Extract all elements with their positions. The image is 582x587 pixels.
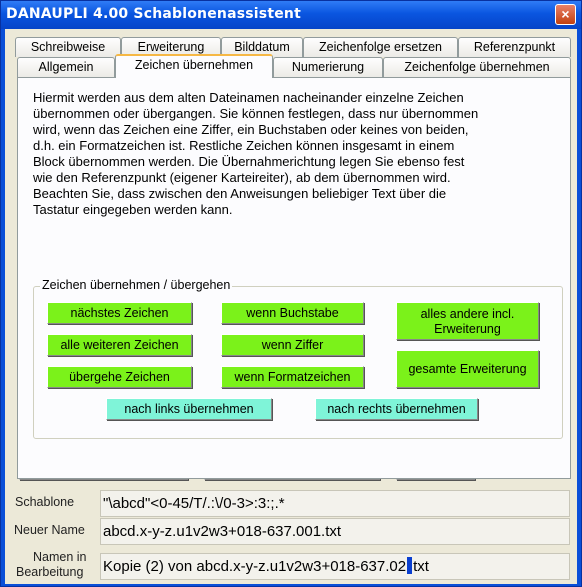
window-title: DANAUPLI 4.00 Schablonenassistent: [6, 6, 301, 22]
description-text: Hiermit werden aus dem alten Dateinamen nacheinander einzelne Zeichen übernommen oder übergangen. Sie können festlegen, dass nur übernommen wird, wenn das Zeichen eine Ziffer, ein Buchstaben oder keines von beiden, d.h. ein Formatzeichen ist. Restliche Zeichen können insgesamt in einem Block übernommen werden. Die Übernahmerichtung legen Sie ebenso fest wie den Referenzpunkt (eigener Karteireiter), ab dem übernommen wird. Beachten Sie, dass zwischen den Anweisungen beliebiger Text über die Tastatur eingegeben werden kann.: [33, 90, 479, 217]
wenn-formatzeichen-button[interactable]: wenn Formatzeichen: [221, 366, 364, 388]
bearbeitung-label-2: Bearbeitung: [16, 565, 84, 579]
alles-andere-line2: Erweiterung: [434, 322, 501, 336]
dialog-client: [5, 29, 577, 584]
wenn-ziffer-button[interactable]: wenn Ziffer: [221, 334, 364, 356]
text-caret: [407, 557, 412, 574]
nach-rechts-button[interactable]: nach rechts übernehmen: [315, 398, 478, 420]
close-button[interactable]: [555, 4, 576, 25]
tab-zeichenfolge-uebernehmen[interactable]: Zeichenfolge übernehmen: [383, 57, 571, 77]
tab-bilddatum[interactable]: Bilddatum: [221, 37, 303, 57]
uebergehe-zeichen-button[interactable]: übergehe Zeichen: [47, 366, 192, 388]
neuer-name-field: abcd.x-y-z.u1v2w3+018-637.001.txt: [100, 518, 570, 545]
alles-andere-line1: alles andere incl.: [420, 307, 515, 321]
naechstes-zeichen-button[interactable]: nächstes Zeichen: [47, 302, 192, 324]
neuer-name-label: Neuer Name: [14, 523, 85, 537]
group-legend: Zeichen übernehmen / übergehen: [42, 278, 231, 292]
bearbeitung-label-1: Namen in: [33, 550, 87, 564]
wenn-buchstabe-button[interactable]: wenn Buchstabe: [221, 302, 364, 324]
tab-zeichenfolge-ersetzen[interactable]: Zeichenfolge ersetzen: [303, 37, 458, 57]
bearbeitung-text-after: txt: [413, 558, 429, 575]
schablone-field[interactable]: "\abcd"<0-45/T/.:\/0-3>:3:;.*: [100, 490, 570, 517]
tab-allgemein[interactable]: Allgemein: [17, 57, 115, 77]
tab-panel: [17, 77, 571, 479]
tab-numerierung[interactable]: Numerierung: [273, 57, 383, 77]
close-icon: ×: [561, 6, 570, 22]
gesamte-erweiterung-button[interactable]: gesamte Erweiterung: [396, 350, 539, 388]
bearbeitung-text-before: Kopie (2) von abcd.x-y-z.u1v2w3+018-637.02: [103, 558, 407, 575]
tab-schreibweise[interactable]: Schreibweise: [15, 37, 121, 57]
tab-referenzpunkt[interactable]: Referenzpunkt: [458, 37, 571, 57]
alles-andere-button[interactable]: [396, 302, 539, 340]
alle-weiteren-zeichen-button[interactable]: alle weiteren Zeichen: [47, 334, 192, 356]
schablone-label: Schablone: [15, 495, 75, 509]
nach-links-button[interactable]: nach links übernehmen: [106, 398, 272, 420]
tab-erweiterung[interactable]: Erweiterung: [121, 37, 221, 57]
bearbeitung-field[interactable]: [100, 553, 570, 580]
zeichen-group: [33, 278, 563, 439]
tab-zeichen-uebernehmen[interactable]: Zeichen übernehmen: [115, 54, 273, 78]
title-bar[interactable]: [1, 1, 581, 29]
